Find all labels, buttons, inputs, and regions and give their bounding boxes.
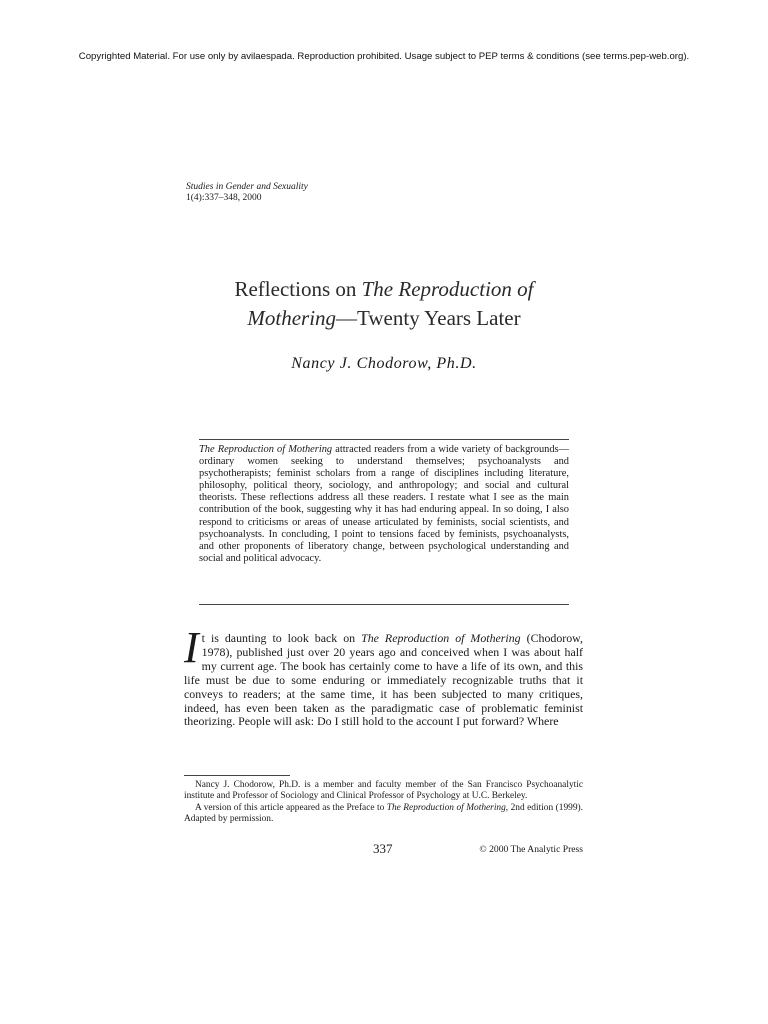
title-italic-1: The Reproduction of — [361, 277, 534, 301]
journal-name: Studies in Gender and Sexuality — [186, 182, 308, 192]
page-number: 337 — [373, 841, 393, 856]
footnote-rule — [184, 775, 290, 776]
journal-citation: 1(4):337–348, 2000 — [186, 193, 262, 203]
title-line-2 — [150, 304, 618, 333]
title-suffix: —Twenty Years Later — [336, 306, 521, 330]
footnotes — [184, 780, 583, 826]
publisher-copyright: © 2000 The Analytic Press — [479, 844, 583, 855]
author-name: Nancy J. Chodorow, Ph.D. — [291, 355, 477, 372]
abstract-bottom-rule — [199, 604, 569, 605]
footnote-author: Nancy J. Chodorow, Ph.D. is a member and faculty member of the San Francisco Psychoanalytic institute and Professor of Sociology and Clinical Professor of Psychology at U.C. Berkeley. — [184, 780, 583, 802]
drop-cap: I — [184, 623, 199, 672]
body-text: (Chodorow, 1978), published just over 20 years ago and conceived when I was about half my current age. The book has certainly come to have a life of its own, and this life must be due to some enduring or immediately recognizable truths that it conveys to readers; at the same time, it has been subjected to many critiques, indeed, has even been taken as the paradigmatic case of problematic feminist theorizing. People will ask: Do I still hold to the account I put forward? Where — [184, 631, 583, 729]
footnote-version-prefix: A version of this article appeared as the Preface to — [195, 802, 387, 813]
footnote-version-suffix: , 2nd edition (1999). Adapted by permission. — [184, 802, 583, 825]
copyright-notice: Copyrighted Material. For use only by avilaespada. Reproduction prohibited. Usage subject to PEP terms & conditions (see terms.pep-web.org). — [78, 51, 690, 62]
abstract-italic-lead: The Reproduction of Mothering — [199, 444, 333, 455]
abstract — [199, 444, 569, 565]
abstract-text: attracted readers from a wide variety of backgrounds—ordinary women seeking to understand themselves; psychoanalysts and psychotherapists; feminist scholars from a range of disciplines including literature, philosophy, political theory, sociology, and anthropology; and social and cultural theorists. These reflections address all these readers. I restate what I see as the main contribution of the book, suggesting why it has had enduring appeal. In so doing, I also respond to criticisms or areas of unease articulated by feminists, social scientists, and psychoanalysts. In concluding, I point to tensions faced by feminists, psychoanalysts, and other proponents of liberatory change, between psychological understanding and social and political advocacy. — [199, 444, 569, 564]
footnote-version-italic: The Reproduction of Mothering — [386, 802, 506, 813]
body-lead-italic: The Reproduction of Mothering — [361, 631, 521, 645]
title-prefix: Reflections on — [234, 277, 362, 301]
body-paragraph — [184, 623, 583, 729]
title-line-1 — [150, 275, 618, 304]
footnote-version — [184, 803, 583, 826]
abstract-top-rule — [199, 439, 569, 440]
title-italic-2: Mothering — [247, 306, 337, 330]
article-title — [150, 275, 618, 333]
body-lead: t is daunting to look back on — [201, 631, 362, 645]
journal-info — [186, 182, 308, 204]
